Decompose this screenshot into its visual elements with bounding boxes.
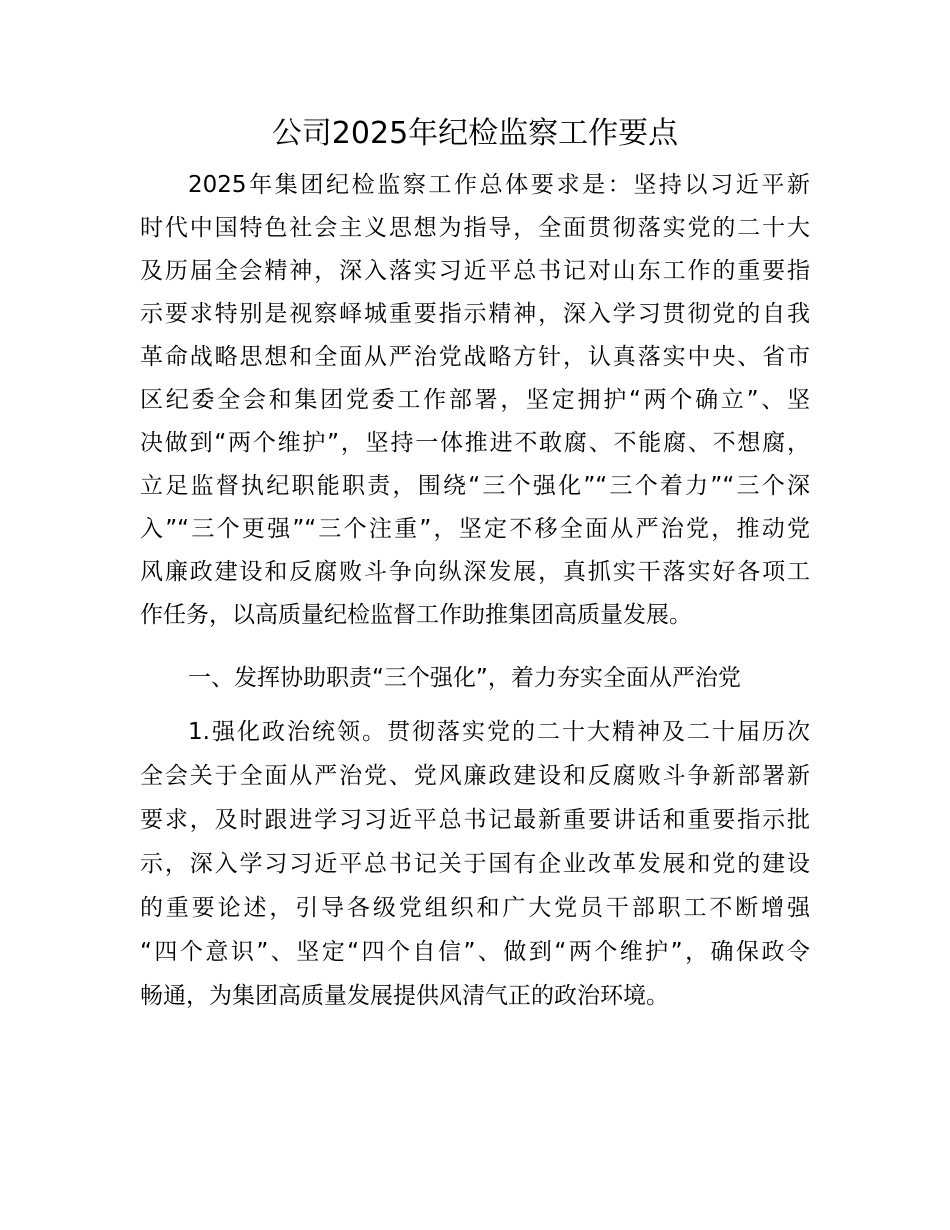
- document-title: 公司2025年纪检监察工作要点: [271, 116, 679, 151]
- paragraph2-line-1: 1.强化政治统领。贯彻落实党的二十大精神及二十届历次: [188, 719, 810, 745]
- paragraph1-line-10: 风廉政建设和反腐败斗争向纵深发展，真抓实干落实好各项工: [140, 559, 810, 585]
- paragraph1-line-2: 时代中国特色社会主义思想为指导，全面贯彻落实党的二十大: [140, 215, 810, 241]
- paragraph2-line-7: 畅通，为集团高质量发展提供风清气正的政治环境。: [140, 983, 669, 1009]
- paragraph2-line-5: 的重要论述，引导各级党组织和广大党员干部职工不断增强: [140, 895, 810, 921]
- paragraph1-line-8: 立足监督执纪职能职责，围绕“三个强化”“三个着力”“三个深: [140, 473, 810, 499]
- paragraph2-line-2: 全会关于全面从严治党、党风廉政建设和反腐败斗争新部署新: [140, 763, 810, 789]
- paragraph1-line-3: 及历届全会精神，深入落实习近平总书记对山东工作的重要指: [140, 258, 810, 284]
- paragraph1-line-11: 作任务，以高质量纪检监督工作助推集团高质量发展。: [140, 602, 692, 628]
- paragraph1-line-4: 示要求特别是视察峄城重要指示精神，深入学习贯彻党的自我: [140, 301, 810, 327]
- paragraph1-line-7: 决做到“两个维护”，坚持一体推进不敢腐、不能腐、不想腐，: [140, 430, 810, 456]
- paragraph2-line-4: 示，深入学习习近平总书记关于国有企业改革发展和党的建设: [140, 851, 810, 877]
- section-heading-1: 一、发挥协助职责“三个强化”，着力夯实全面从严治党: [188, 665, 741, 691]
- paragraph1-line-1: 2025年集团纪检监察工作总体要求是：坚持以习近平新: [188, 172, 810, 198]
- paragraph2-line-6: “四个意识”、坚定“四个自信”、做到“两个维护”，确保政令: [140, 939, 810, 965]
- paragraph2-line-3: 要求，及时跟进学习习近平总书记最新重要讲话和重要指示批: [140, 807, 810, 833]
- paragraph1-line-6: 区纪委全会和集团党委工作部署，坚定拥护“两个确立”、坚: [140, 387, 810, 413]
- paragraph1-line-5: 革命战略思想和全面从严治党战略方针，认真落实中央、省市: [140, 344, 810, 370]
- paragraph1-line-9: 入”“三个更强”“三个注重”，坚定不移全面从严治党，推动党: [140, 516, 810, 542]
